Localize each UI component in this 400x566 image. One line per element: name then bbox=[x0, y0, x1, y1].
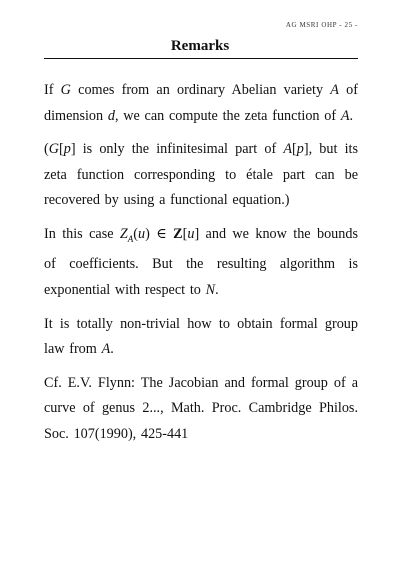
p2-math-G: G bbox=[48, 141, 59, 158]
p3-math-N: N bbox=[205, 281, 216, 298]
p1-text-2: comes from an ordinary Abelian variety bbox=[70, 82, 331, 98]
p1-math-A: A bbox=[330, 82, 339, 98]
p2-text-1: ( bbox=[44, 141, 49, 158]
p2-text-2: [ bbox=[58, 141, 64, 158]
title-divider bbox=[44, 58, 358, 59]
p4-math-A: A bbox=[101, 341, 111, 358]
p4-text-1: It is totally non-trivial how to obtain formal group law from bbox=[44, 315, 358, 358]
p2-math-p: p bbox=[63, 141, 71, 158]
paragraph-2 bbox=[44, 137, 358, 214]
p1-text-3: of dimension bbox=[44, 82, 358, 124]
p3-math-sub-A: A bbox=[127, 233, 134, 244]
paragraph-3 bbox=[44, 222, 358, 304]
p3-bold-Z: Z bbox=[173, 225, 183, 242]
paragraph-5-citation bbox=[44, 371, 358, 448]
p1-text-4: , we can compute the zeta function of bbox=[114, 107, 341, 124]
p1-text-5: . bbox=[349, 107, 354, 124]
p3-text-4: [ bbox=[182, 225, 188, 242]
p2-text-5: ], but its zeta function corresponding to étale part can be recovered by using a functional equation.) bbox=[44, 141, 358, 209]
page-title: Remarks bbox=[170, 38, 230, 54]
paragraph-4 bbox=[44, 312, 358, 363]
p3-text-5: ] and we know the bounds of coefficients. But the resulting algorithm is exponential with respect to bbox=[44, 225, 358, 298]
paragraph-1 bbox=[44, 78, 358, 129]
p3-math-Z: Z bbox=[119, 225, 128, 242]
p1-math-A2: A bbox=[340, 107, 350, 124]
p4-text-2: . bbox=[110, 341, 114, 358]
p1-text-1: If bbox=[44, 82, 61, 98]
p5-text-1: Cf. E.V. Flynn: The Jacobian and formal group of a curve of genus 2..., Math. Proc. Cambridge Philos. Soc. 107(1990), 425-441 bbox=[44, 374, 358, 442]
p2-math-p2: p bbox=[296, 141, 304, 158]
remarks-body bbox=[44, 78, 358, 456]
p3-text-1: In this case bbox=[44, 225, 120, 242]
p1-math-G: G bbox=[60, 82, 71, 98]
p2-text-4: [ bbox=[292, 141, 297, 158]
p2-text-3: ] is only the infinitesimal part of bbox=[70, 141, 284, 158]
p3-text-6: . bbox=[215, 281, 219, 298]
p3-text-3: ) ∈ bbox=[145, 225, 174, 242]
p3-math-u: u bbox=[138, 225, 146, 242]
p2-math-A: A bbox=[283, 141, 293, 158]
running-head: AG MSRI OHP - 25 - bbox=[285, 21, 358, 29]
p3-text-2: ( bbox=[133, 225, 139, 242]
p3-math-u2: u bbox=[187, 225, 195, 242]
p1-math-d: d bbox=[107, 107, 115, 124]
